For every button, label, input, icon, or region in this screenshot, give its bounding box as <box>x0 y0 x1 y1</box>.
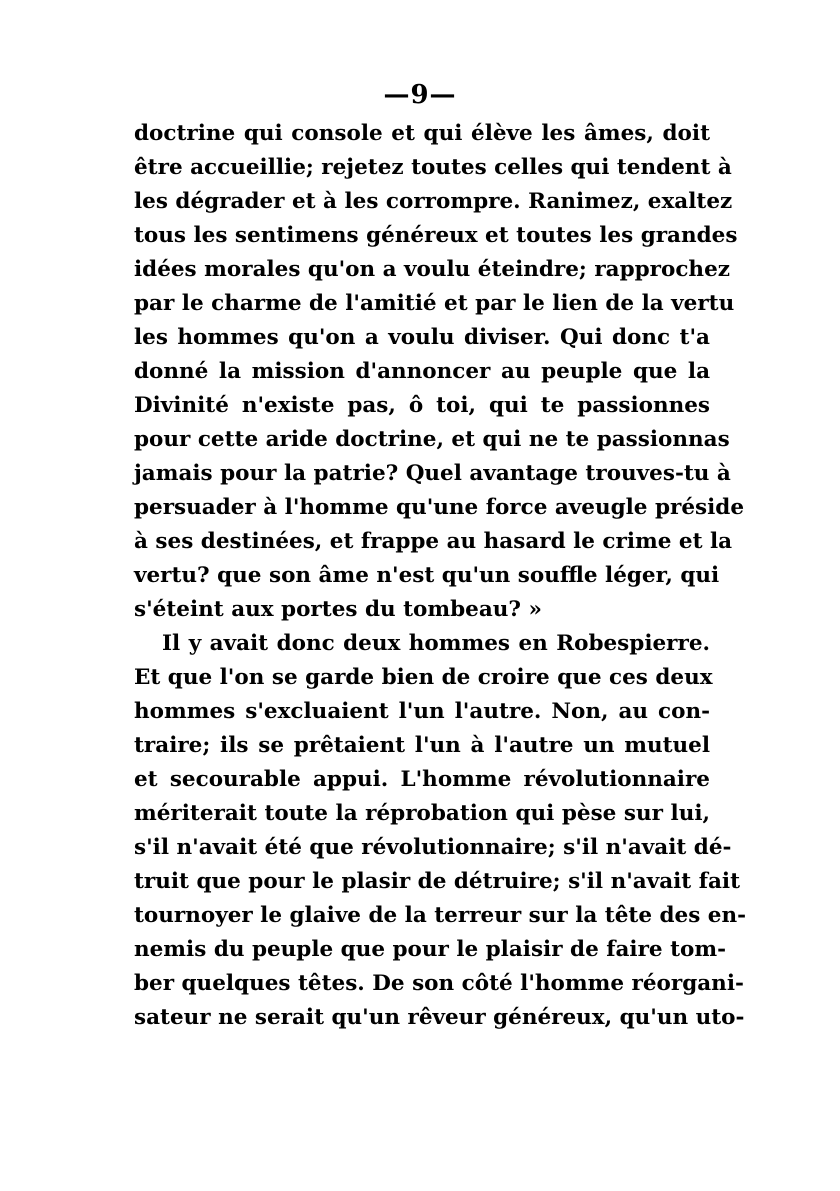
text-line: mériterait toute la réprobation qui pèse sur lui, <box>134 801 710 826</box>
text-line: idées morales qu'on a voulu éteindre; rapprochez <box>134 257 730 282</box>
text-line: et secourable appui. L'homme révolutionnaire <box>134 767 710 792</box>
text-line: Divinité n'existe pas, ô toi, qui te passionnes <box>134 393 710 418</box>
page-number: —9— <box>383 80 457 110</box>
text-line: par le charme de l'amitié et par le lien de la vertu <box>134 291 735 316</box>
text-line: vertu? que son âme n'est qu'un souffle léger, qui <box>134 563 720 588</box>
text-line: tous les sentimens généreux et toutes les grandes <box>134 223 738 248</box>
text-line: les hommes qu'on a voulu diviser. Qui donc t'a <box>134 325 710 350</box>
text-line: pour cette aride doctrine, et qui ne te passionnas <box>134 427 730 452</box>
paragraph-end-line: s'éteint aux portes du tombeau? » <box>134 597 542 622</box>
text-line: doctrine qui console et qui élève les âmes, doit <box>134 121 710 146</box>
text-line: persuader à l'homme qu'une force aveugle préside <box>134 495 744 520</box>
text-line: hommes s'excluaient l'un l'autre. Non, au con- <box>134 699 710 724</box>
text-line: tournoyer le glaive de la terreur sur la tête des en- <box>134 903 747 928</box>
text-line: s'il n'avait été que révolutionnaire; s'il n'avait dé- <box>134 835 732 860</box>
text-line: nemis du peuple que pour le plaisir de faire tom- <box>134 937 727 962</box>
text-line: truit que pour le plasir de détruire; s'il n'avait fait <box>134 869 740 894</box>
text-line: donné la mission d'annoncer au peuple que la <box>134 359 710 384</box>
text-line: jamais pour la patrie? Quel avantage trouves-tu à <box>134 461 731 486</box>
body-text <box>134 117 747 1035</box>
text-line: les dégrader et à les corrompre. Ranimez, exaltez <box>134 189 733 214</box>
paragraph-start-line: Il y avait donc deux hommes en Robespierre. <box>162 631 710 656</box>
text-line: sateur ne serait qu'un rêveur généreux, qu'un uto- <box>134 1005 745 1030</box>
text-line: à ses destinées, et frappe au hasard le crime et la <box>134 529 733 554</box>
text-line: être accueillie; rejetez toutes celles qui tendent à <box>134 155 732 180</box>
text-line: traire; ils se prêtaient l'un à l'autre un mutuel <box>134 733 710 758</box>
text-line: Et que l'on se garde bien de croire que ces deux <box>134 665 713 690</box>
text-line: ber quelques têtes. De son côté l'homme réorgani- <box>134 971 744 996</box>
